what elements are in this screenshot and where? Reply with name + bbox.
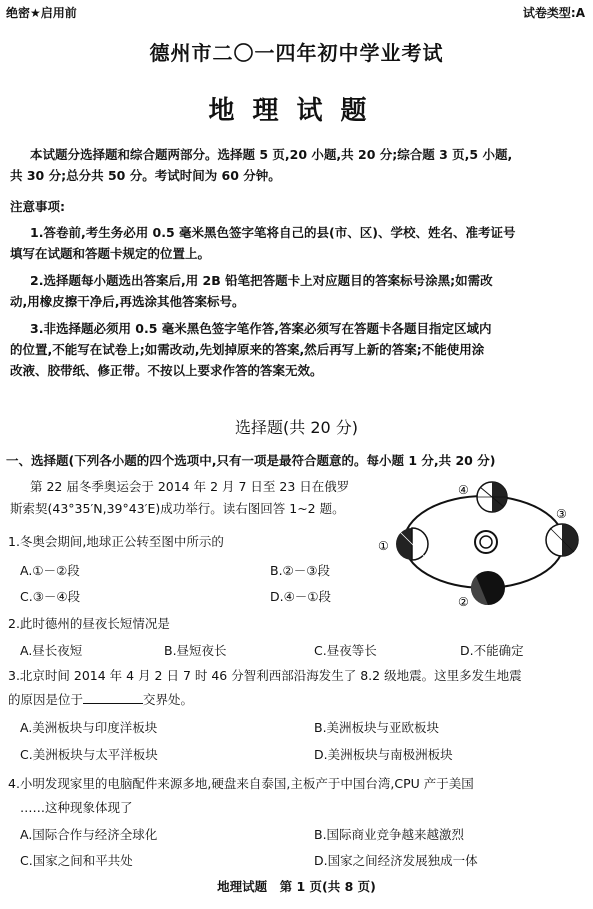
question-2-stem: 2.此时德州的昼夜长短情况是 <box>8 616 170 631</box>
q1-option-b: B.②－③段 <box>270 563 330 578</box>
header-paper-type: 试卷类型:A <box>522 6 585 20</box>
answer-blank <box>83 703 143 704</box>
q4-option-b: B.国际商业竞争越来越激烈 <box>314 827 465 842</box>
earth-orbit-diagram <box>376 480 586 610</box>
intro-text <box>10 144 585 186</box>
q3-option-c: C.美洲板块与太平洋板块 <box>20 747 158 762</box>
earth-position-2-icon <box>471 571 505 605</box>
earth-position-1-icon <box>396 528 428 560</box>
q2-option-c: C.昼夜等长 <box>314 643 377 658</box>
label-4: ④ <box>458 483 469 497</box>
section-instruction: 一、选择题(下列各小题的四个选项中,只有一项是最符合题意的。每小题 1 分,共 20 分) <box>6 453 496 468</box>
notice-item-2: 2.选择题每小题选出答案后,用 2B 铅笔把答题卡上对应题目的答案标号涂黑;如需改 动,用橡皮擦干净后,再选涂其他答案标号。 <box>10 273 493 309</box>
q2-option-d: D.不能确定 <box>460 643 524 658</box>
label-2: ② <box>458 595 469 609</box>
q4-option-c: C.国家之间和平共处 <box>20 853 133 868</box>
earth-position-4-icon <box>477 482 507 512</box>
notice-item-1: 1.答卷前,考生务必用 0.5 毫米黑色签字笔将自己的县(市、区)、学校、姓名、准考证号 填写在试题和答题卡规定的位置上。 <box>10 225 516 261</box>
label-1: ① <box>378 539 389 553</box>
q3-option-b: B.美洲板块与亚欧板块 <box>314 720 440 735</box>
q1-option-c: C.③－④段 <box>20 589 81 604</box>
notice-heading: 注意事项: <box>10 199 65 214</box>
q3-option-d: D.美洲板块与南极洲板块 <box>314 747 453 762</box>
intro-line-2: 共 30 分;总分共 50 分。考试时间为 60 分钟。 <box>10 168 281 183</box>
subject-title: 地理试题 <box>208 96 385 126</box>
label-3: ③ <box>556 507 567 521</box>
q4-option-d: D.国家之间经济发展独成一体 <box>314 853 478 868</box>
q3-option-a: A.美洲板块与印度洋板块 <box>20 720 158 735</box>
question-1 <box>8 532 378 550</box>
question-3-stem: 3.北京时间 2014 年 4 月 2 日 7 时 46 分智利西部沿海发生了 8.2 级地震。这里多发生地震 的原因是位于 交界处。 <box>8 668 522 707</box>
earth-position-3-icon <box>546 524 578 556</box>
q2-option-b: B.昼短夜长 <box>164 643 227 658</box>
question-1-stem: 1.冬奥会期间,地球正公转至图中所示的 <box>8 534 224 549</box>
q4-option-a: A.国际合作与经济全球化 <box>20 827 158 842</box>
q2-option-a: A.昼长夜短 <box>20 643 83 658</box>
notice-item-3: 3.非选择题必须用 0.5 毫米黑色签字笔作答,答案必须写在答题卡各题目指定区域内 的位置,不能写在试卷上;如需改动,先划掉原来的答案,然后再写上新的答案;不能使用涂 改液、胶带纸、修正带。不按以上要求作答的答案无效。 <box>10 321 492 378</box>
header-confidential: 绝密★启用前 <box>6 6 77 20</box>
question-4-stem: 4.小明发现家里的电脑配件来源多地,硬盘来自泰国,主板产于中国台湾,CPU 产于美国 ……这种现象体现了 <box>8 776 474 815</box>
q1-option-d: D.④－①段 <box>270 589 332 604</box>
exam-title: 德州市二〇一四年初中学业考试 <box>149 41 444 65</box>
q1-option-a: A.①－②段 <box>20 563 80 578</box>
section-title: 选择题(共 20 分) <box>234 418 359 437</box>
sun-icon <box>475 531 497 553</box>
page-footer: 地理试题 第 1 页(共 8 页) <box>217 879 376 894</box>
intro-line-1: 本试题分选择题和综合题两部分。选择题 5 页,20 小题,共 20 分;综合题 3 页,5 小题, <box>30 147 513 162</box>
context-text: 第 22 届冬季奥运会于 2014 年 2 月 7 日至 23 日在俄罗 斯索契(43°35′N,39°43′E)成功举行。读右图回答 1~2 题。 <box>10 479 350 516</box>
